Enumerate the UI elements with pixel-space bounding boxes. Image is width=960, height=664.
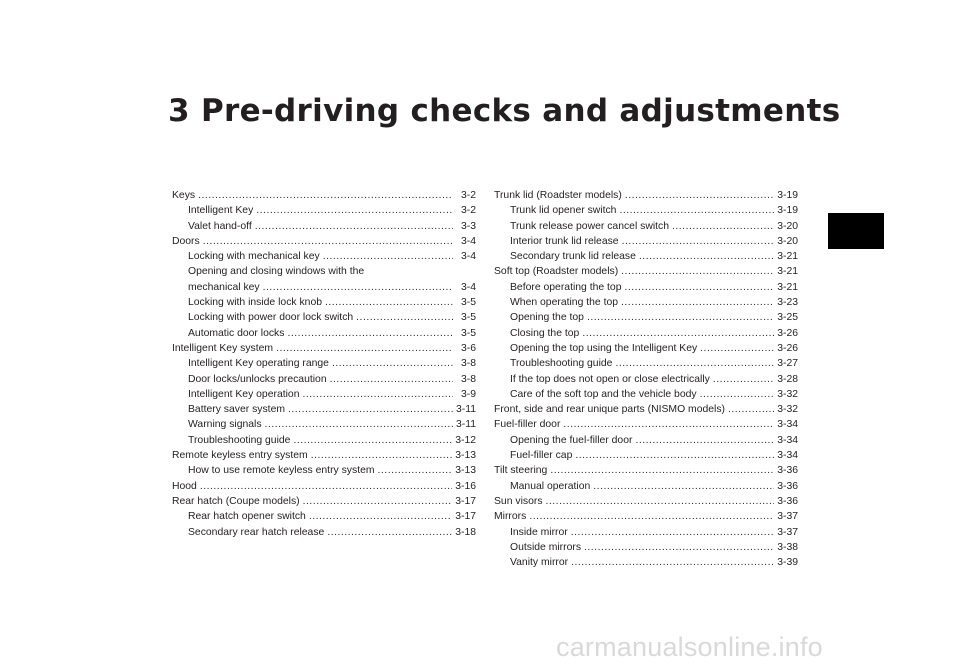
toc-entry-title: Troubleshooting guide	[510, 358, 613, 370]
toc-entry-title: Front, side and rear unique parts (NISMO models)	[494, 404, 725, 416]
toc-entry[interactable]	[494, 188, 798, 203]
toc-entry[interactable]	[172, 219, 476, 234]
toc-entry-page: 3-32	[777, 404, 798, 416]
toc-entry[interactable]	[494, 372, 798, 387]
toc-leader-dots	[529, 509, 774, 524]
toc-entry-title: Door locks/unlocks precaution	[188, 373, 327, 385]
toc-leader-dots	[635, 433, 774, 448]
toc-entry-page: 3-8	[460, 358, 476, 370]
toc-entry[interactable]	[494, 249, 798, 264]
toc-leader-dots	[587, 310, 774, 325]
toc-entry[interactable]	[172, 310, 476, 325]
toc-entry[interactable]	[172, 494, 476, 509]
toc-entry[interactable]	[494, 219, 798, 234]
toc-entry-title: Before operating the top	[510, 281, 622, 293]
toc-entry-title: How to use remote keyless entry system	[188, 465, 375, 477]
toc-leader-dots	[728, 402, 774, 417]
toc-entry[interactable]	[172, 295, 476, 310]
toc-entry-page: 3-39	[777, 557, 798, 569]
toc-entry[interactable]	[172, 448, 476, 463]
toc-entry[interactable]	[494, 448, 798, 463]
toc-entry-page: 3-5	[460, 297, 476, 309]
toc-entry-title: Opening the fuel-filler door	[510, 434, 633, 446]
toc-leader-dots	[356, 310, 453, 325]
toc-entry[interactable]	[494, 494, 798, 509]
toc-leader-dots	[621, 264, 774, 279]
toc-entry-title: Fuel-filler door	[494, 419, 561, 431]
toc-entry-title: Care of the soft top and the vehicle body	[510, 388, 697, 400]
toc-leader-dots	[625, 280, 775, 295]
toc-leader-dots	[200, 479, 452, 494]
toc-leader-dots	[263, 280, 453, 295]
watermark: carmanualsonline.info	[556, 632, 823, 662]
toc-entry-page: 3-8	[460, 373, 476, 385]
toc-entry-page: 3-34	[777, 434, 798, 446]
toc-entry-title: Vanity mirror	[510, 557, 569, 569]
toc-entry-title: Automatic door locks	[188, 327, 285, 339]
toc-leader-dots	[550, 463, 774, 478]
toc-entry-title: Intelligent Key operation	[188, 388, 300, 400]
toc-entry[interactable]	[172, 433, 476, 448]
toc-entry[interactable]	[494, 310, 798, 325]
toc-entry-title: Warning signals	[188, 419, 262, 431]
toc-entry-title: Intelligent Key	[188, 205, 254, 217]
toc-entry-title: Intelligent Key operating range	[188, 358, 329, 370]
toc-entry-page: 3-34	[777, 419, 798, 431]
toc-entry-title: Keys	[172, 190, 196, 201]
toc-entry-page: 3-4	[460, 281, 476, 293]
toc-leader-dots	[327, 525, 452, 540]
toc-entry-page: 3-38	[777, 541, 798, 553]
toc-entry-page: 3-17	[455, 495, 476, 507]
toc-entry[interactable]	[494, 479, 798, 494]
toc-leader-dots	[582, 326, 774, 341]
toc-leader-dots	[256, 203, 453, 218]
toc-entry-page: 3-2	[460, 190, 476, 201]
toc-entry[interactable]	[494, 264, 798, 279]
toc-entry[interactable]	[172, 249, 476, 264]
toc-leader-dots	[255, 219, 453, 234]
toc-entry[interactable]	[172, 264, 476, 279]
toc-entry-page: 3-27	[777, 358, 798, 370]
toc-entry-page: 3-25	[777, 312, 798, 324]
toc-leader-dots	[276, 341, 453, 356]
toc-entry-title: Manual operation	[510, 480, 591, 492]
toc-leader-dots	[571, 525, 774, 540]
toc-column-left	[172, 188, 476, 540]
toc-entry-title: Secondary rear hatch release	[188, 526, 325, 538]
toc-entry-page: 3-20	[777, 235, 798, 247]
toc-entry-title: Opening the top	[510, 312, 584, 324]
toc-entry-page: 3-12	[455, 434, 476, 446]
toc-entry-title: Trunk release power cancel switch	[510, 220, 670, 232]
toc-leader-dots	[700, 341, 774, 356]
toc-entry-title: Interior trunk lid release	[510, 235, 619, 247]
toc-entry-page: 3-19	[777, 190, 798, 201]
toc-leader-dots	[323, 249, 453, 264]
toc-entry-page: 3-23	[777, 297, 798, 309]
toc-entry-title: Soft top (Roadster models)	[494, 266, 619, 278]
toc-entry-title: Outside mirrors	[510, 541, 582, 553]
toc-leader-dots	[303, 387, 454, 402]
toc-entry[interactable]	[172, 203, 476, 218]
toc-leader-dots	[546, 494, 775, 509]
toc-entry[interactable]	[494, 341, 798, 356]
toc-entry-title: Opening and closing windows with the	[188, 266, 365, 278]
toc-leader-dots	[713, 372, 774, 387]
toc-entry-page: 3-32	[777, 388, 798, 400]
toc-entry[interactable]	[494, 509, 798, 524]
toc-entry-title: Closing the top	[510, 327, 580, 339]
toc-leader-dots	[203, 234, 453, 249]
toc-leader-dots	[615, 356, 774, 371]
toc-entry-title: Tilt steering	[494, 465, 548, 477]
toc-leader-dots	[639, 249, 774, 264]
toc-leader-dots	[378, 463, 453, 478]
toc-leader-dots	[584, 540, 774, 555]
toc-entry-page: 3-17	[455, 511, 476, 523]
toc-leader-dots	[571, 555, 774, 570]
toc-entry-title: Opening the top using the Intelligent Key	[510, 342, 698, 354]
toc-leader-dots	[288, 402, 453, 417]
toc-entry-page: 3-37	[777, 526, 798, 538]
toc-entry-title: Intelligent Key system	[172, 342, 274, 354]
toc-entry[interactable]	[494, 295, 798, 310]
toc-entry-title: Doors	[172, 235, 200, 247]
toc-entry-page: 3-11	[455, 404, 476, 416]
toc-leader-dots	[287, 326, 453, 341]
toc-entry-page: 3-11	[455, 419, 476, 431]
toc-entry-title: Battery saver system	[188, 404, 286, 416]
toc-entry[interactable]	[494, 555, 798, 570]
toc-leader-dots	[672, 219, 774, 234]
toc-entry-page: 3-34	[777, 450, 798, 462]
toc-entry-page: 3-18	[455, 526, 476, 538]
toc-leader-dots	[622, 234, 775, 249]
toc-entry-page: 3-4	[460, 235, 476, 247]
toc-leader-dots	[332, 356, 453, 371]
toc-entry[interactable]	[494, 203, 798, 218]
toc-leader-dots	[700, 387, 775, 402]
toc-entry-title: If the top does not open or close electrically	[510, 373, 710, 385]
toc-entry-title: mechanical key	[188, 281, 260, 293]
toc-entry-title: Trunk lid opener switch	[510, 205, 617, 217]
toc-leader-dots	[293, 433, 452, 448]
toc-entry[interactable]	[172, 525, 476, 540]
toc-entry[interactable]	[172, 417, 476, 432]
toc-leader-dots	[621, 295, 774, 310]
toc-entry[interactable]	[494, 433, 798, 448]
toc-leader-dots	[593, 479, 774, 494]
toc-entry-page: 3-3	[460, 220, 476, 232]
toc-entry-page: 3-26	[777, 342, 798, 354]
toc-entry[interactable]	[172, 479, 476, 494]
toc-entry-title: Sun visors	[494, 495, 543, 507]
toc-entry[interactable]	[172, 356, 476, 371]
toc-entry-page: 3-26	[777, 327, 798, 339]
toc-entry-title: Rear hatch opener switch	[188, 511, 306, 523]
toc-entry[interactable]	[494, 280, 798, 295]
toc-entry-page: 3-5	[460, 327, 476, 339]
toc-entry[interactable]	[172, 234, 476, 249]
toc-entry[interactable]	[172, 280, 476, 295]
toc-entry-page: 3-9	[460, 388, 476, 400]
toc-entry-page: 3-36	[777, 495, 798, 507]
toc-entry-page: 3-21	[777, 281, 798, 293]
toc-entry-title: Locking with inside lock knob	[188, 297, 322, 309]
toc-leader-dots	[265, 417, 453, 432]
chapter-title: 3 Pre-driving checks and adjustments	[168, 93, 841, 129]
toc-column-right	[494, 188, 798, 570]
toc-entry[interactable]	[494, 540, 798, 555]
toc-entry-page: 3-13	[455, 450, 476, 462]
toc-entry-page: 3-36	[777, 465, 798, 477]
toc-leader-dots	[619, 203, 774, 218]
toc-entry-page: 3-2	[460, 205, 476, 217]
toc-leader-dots	[303, 494, 453, 509]
toc-entry[interactable]	[172, 463, 476, 478]
toc-entry-page: 3-16	[455, 480, 476, 492]
toc-entry-title: Hood	[172, 480, 197, 492]
toc-entry[interactable]	[494, 234, 798, 249]
toc-entry-title: Rear hatch (Coupe models)	[172, 495, 300, 507]
toc-entry-title: Secondary trunk lid release	[510, 251, 636, 263]
toc-entry-title: Mirrors	[494, 511, 527, 523]
toc-entry[interactable]	[494, 417, 798, 432]
toc-entry[interactable]	[172, 341, 476, 356]
toc-entry-title: When operating the top	[510, 297, 619, 309]
toc-entry-title: Remote keyless entry system	[172, 450, 308, 462]
toc-entry-page: 3-19	[777, 205, 798, 217]
toc-entry-title: Locking with power door lock switch	[188, 312, 354, 324]
toc-entry-page: 3-6	[460, 342, 476, 354]
toc-entry-title: Troubleshooting guide	[188, 434, 291, 446]
toc-entry[interactable]	[494, 326, 798, 341]
toc-entry[interactable]	[172, 509, 476, 524]
toc-entry-page: 3-5	[460, 312, 476, 324]
toc-leader-dots	[563, 417, 774, 432]
toc-entry[interactable]	[494, 463, 798, 478]
toc-entry-page: 3-21	[777, 251, 798, 263]
toc-leader-dots	[330, 372, 453, 387]
toc-entry-title: Valet hand-off	[188, 220, 252, 232]
toc-entry-page: 3-21	[777, 266, 798, 278]
toc-entry-page: 3-37	[777, 511, 798, 523]
toc-entry-page: 3-4	[460, 251, 476, 263]
toc-leader-dots	[309, 509, 452, 524]
toc-entry[interactable]	[172, 326, 476, 341]
toc-entry-title: Locking with mechanical key	[188, 251, 320, 263]
toc-leader-dots	[575, 448, 774, 463]
toc-entry-page: 3-20	[777, 220, 798, 232]
toc-entry-page: 3-36	[777, 480, 798, 492]
toc-entry-title: Fuel-filler cap	[510, 450, 573, 462]
toc-entry[interactable]	[494, 402, 798, 417]
toc-entry[interactable]	[172, 387, 476, 402]
toc-leader-dots	[325, 295, 453, 310]
toc-entry-page: 3-13	[455, 465, 476, 477]
toc-entry[interactable]	[172, 372, 476, 387]
toc-leader-dots	[198, 188, 453, 203]
toc-entry[interactable]	[172, 402, 476, 417]
toc-entry-title: Inside mirror	[510, 526, 568, 538]
toc-entry-title: Trunk lid (Roadster models)	[494, 190, 622, 201]
toc-entry[interactable]	[494, 387, 798, 402]
toc-entry[interactable]	[494, 525, 798, 540]
toc-entry-page: 3-28	[777, 373, 798, 385]
chapter-thumb-tab	[828, 213, 884, 249]
toc-leader-dots	[311, 448, 453, 463]
toc-leader-dots	[625, 188, 774, 203]
toc-entry[interactable]	[494, 356, 798, 371]
toc-entry[interactable]	[172, 188, 476, 203]
